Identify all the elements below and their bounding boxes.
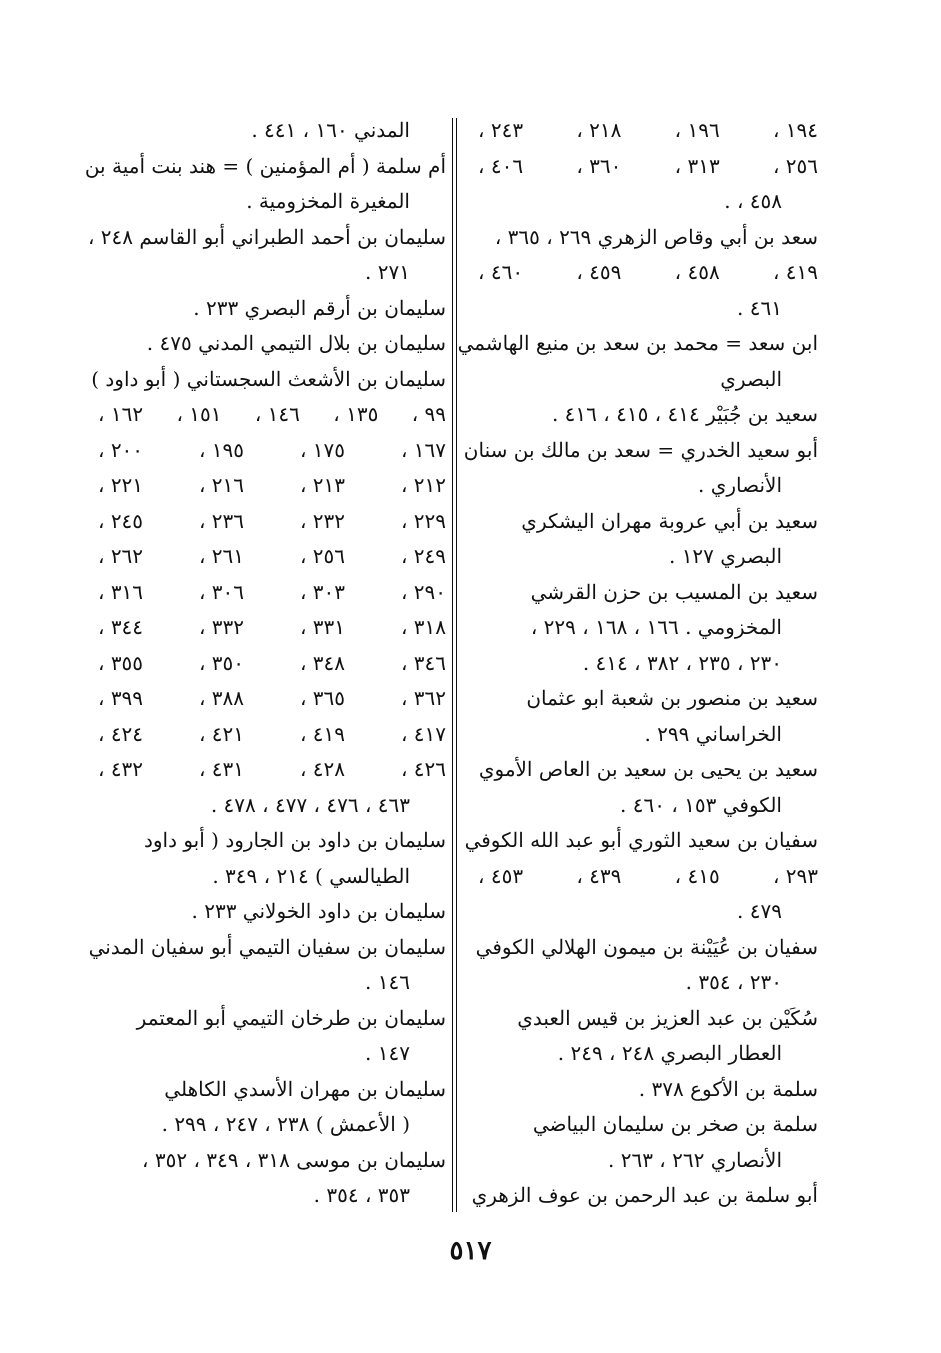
page-ref: ١٩٥ ،	[198, 437, 245, 462]
page-ref: ٣٥٠ ،	[198, 650, 245, 675]
page-ref: ٤٣٩ ،	[576, 863, 622, 888]
index-entry-line	[98, 397, 446, 433]
index-entry-line: ٢٧١ .	[365, 260, 410, 284]
page-ref: ٢١٦ ،	[198, 473, 245, 497]
index-entry-line	[478, 255, 818, 291]
index-entry-line: سعد بن أبي وقاص الزهري ٢٦٩ ، ٣٦٥ ،	[494, 224, 818, 249]
page-ref: ٤٣٢ ،	[98, 757, 144, 781]
index-entry-line: سليمان بن الأشعث السجستاني ( أبو داود )	[91, 366, 446, 391]
page-ref: ٢٩٠ ،	[400, 579, 446, 604]
index-entry-line	[98, 468, 446, 504]
index-entry-line: العطار البصري ٢٤٨ ، ٢٤٩ .	[557, 1041, 782, 1065]
index-entry-line: ٢٣٠ ، ٣٥٤ .	[685, 970, 782, 994]
page-ref: ٤٢٨ ،	[299, 757, 346, 781]
index-entry-line: الخراساني ٢٩٩ .	[644, 721, 782, 746]
index-entry-line: ١٤٧ .	[365, 1041, 410, 1065]
page-ref: ١٤٦ ،	[254, 402, 300, 426]
page-ref: ٢٩٣ ،	[772, 863, 818, 888]
page-ref: ١٦٢ ،	[98, 402, 144, 426]
index-entry-line: ٤٦٣ ، ٤٧٦ ، ٤٧٧ ، ٤٧٨ .	[210, 792, 410, 817]
page-ref: ١٩٤ ،	[772, 118, 818, 142]
index-entry-line: الأنصاري .	[698, 473, 782, 497]
index-entry-line	[98, 752, 446, 788]
page-ref: ٢١٨ ،	[576, 118, 622, 142]
index-entry-line: سليمان بن سفيان التيمي أبو سفيان المدني	[88, 934, 446, 959]
page-ref: ٢١٢ ،	[400, 473, 446, 497]
index-entry-line: سعيد بن أبي عروبة مهران اليشكري	[521, 508, 818, 533]
page-ref: ٤٠٦ ،	[478, 153, 524, 178]
page-ref: ٣٣١ ،	[299, 615, 346, 639]
index-entry-line	[98, 681, 446, 717]
page-ref: ٢٠٠ ،	[98, 437, 144, 462]
page-ref: ٢٦٢ ،	[98, 544, 144, 568]
page-ref: ٢٢١ ،	[98, 473, 144, 497]
index-entry-line	[478, 113, 818, 149]
page-ref: ٤١٧ ،	[400, 721, 446, 746]
index-entry-line: ٤٧٩ .	[737, 899, 782, 923]
page-ref: ٣١٨ ،	[400, 615, 446, 639]
index-entry-line: ٣٥٣ ، ٣٥٤ .	[313, 1183, 410, 1207]
page-ref: ٣٨٨ ،	[198, 686, 245, 710]
index-entry-line	[98, 433, 446, 469]
index-entry-line: الكوفي ١٥٣ ، ٤٦٠ .	[620, 792, 782, 817]
index-entry-line: الأنصاري ٢٦٢ ، ٢٦٣ .	[608, 1147, 782, 1172]
index-entry-line: سفيان بن سعيد الثوري أبو عبد الله الكوفي	[464, 828, 818, 852]
index-column-right	[457, 113, 818, 1214]
page-ref: ٤١٩ ،	[772, 260, 818, 284]
page-ref: ٣٠٣ ،	[299, 579, 346, 604]
index-entry-line: الطيالسي ) ٢١٤ ، ٣٤٩ .	[212, 863, 410, 888]
index-entry-line	[98, 504, 446, 540]
page-number: ٥١٧	[449, 1236, 492, 1266]
index-entry-line: سليمان بن أحمد الطبراني أبو القاسم ٢٤٨ ،	[87, 224, 446, 249]
page-ref: ٣٦٢ ،	[400, 686, 446, 710]
page-ref: ١٥١ ،	[176, 402, 222, 426]
page-ref: ٤١٥ ،	[674, 863, 720, 888]
index-entry-line	[98, 539, 446, 575]
index-entry-line: سليمان بن داود الخولاني ٢٣٣ .	[191, 899, 446, 923]
page-ref: ٢٤٥ ،	[98, 508, 144, 533]
index-entry-line: أبو سلمة بن عبد الرحمن بن عوف الزهري	[471, 1183, 818, 1207]
index-column-left	[84, 113, 446, 1214]
page-ref: ٣١٦ ،	[98, 579, 144, 604]
page-ref: ١٣٥ ،	[333, 402, 379, 426]
index-entry-line: سلمة بن الأكوع ٣٧٨ .	[638, 1076, 818, 1101]
page-ref: ٤٣١ ،	[198, 757, 245, 781]
index-entry-line: ابن سعد = محمد بن سعد بن منيع الهاشمي	[457, 331, 818, 355]
page-ref: ٣٥٥ ،	[98, 650, 144, 675]
page-ref: ٣٩٩ ،	[98, 686, 144, 710]
index-entry-line: ( الأعمش ) ٢٣٨ ، ٢٤٧ ، ٢٩٩ .	[161, 1112, 410, 1136]
page-ref: ٤٥٩ ،	[576, 260, 622, 284]
index-entry-line: سعيد بن جُبَيْر ٤١٤ ، ٤١٥ ، ٤١٦ .	[551, 402, 818, 426]
page-ref: ٢٦١ ،	[198, 544, 245, 568]
page-ref: ٢٤٩ ،	[400, 544, 446, 568]
page-ref: ٤٦٠ ،	[478, 260, 524, 284]
index-entry-line: ٢٣٠ ، ٢٣٥ ، ٣٨٢ ، ٤١٤ .	[582, 650, 782, 675]
index-entry-line: سليمان بن داود بن الجارود ( أبو داود	[143, 828, 446, 852]
index-entry-line	[98, 646, 446, 682]
index-entry-line: البصري	[720, 366, 782, 391]
page-ref: ٢٣٦ ،	[198, 508, 245, 533]
index-entry-line: ٤٦١ .	[737, 295, 782, 320]
page-ref: ١٩٦ ،	[674, 118, 720, 142]
index-entry-line: أبو سعيد الخدري = سعد بن مالك بن سنان	[463, 437, 818, 462]
index-entry-line: سعيد بن منصور بن شعبة ابو عثمان	[526, 686, 818, 710]
page-ref: ٣١٣ ،	[674, 153, 720, 178]
page-ref: ٤٢١ ،	[198, 721, 245, 746]
index-entry-line: سليمان بن طرخان التيمي أبو المعتمر	[136, 1005, 446, 1030]
page-ref: ٢٥٦ ،	[299, 544, 346, 568]
page-ref: ٣٠٦ ،	[198, 579, 245, 604]
index-entry-line: سليمان بن موسى ٣١٨ ، ٣٤٩ ، ٣٥٢ ،	[142, 1147, 446, 1172]
index-entry-line: البصري ١٢٧ .	[668, 544, 782, 568]
page-ref: ٣٦٠ ،	[576, 153, 622, 178]
index-entry-line: سليمان بن أرقم البصري ٢٣٣ .	[193, 295, 446, 320]
page-ref: ٢٤٣ ،	[478, 118, 524, 142]
page-ref: ٢١٣ ،	[299, 473, 346, 497]
page-ref: ٤٥٨ ،	[674, 260, 720, 284]
page-ref: ٤٥٣ ،	[478, 863, 524, 888]
index-entry-line: المدني ١٦٠ ، ٤٤١ .	[251, 118, 410, 142]
index-entry-line: المخزومي . ١٦٦ ، ١٦٨ ، ٢٢٩ ،	[530, 615, 782, 639]
page-ref: ٤٢٦ ،	[400, 757, 446, 781]
page-ref: ٣٤٤ ،	[98, 615, 144, 639]
index-entry-line: سعيد بن المسيب بن حزن القرشي	[530, 579, 818, 604]
index-entry-line: سفيان بن عُيَيْنة بن ميمون الهلالي الكوفي	[475, 934, 818, 959]
index-entry-line: أم سلمة ( أم المؤمنين ) = هند بنت أمية بن	[84, 153, 446, 178]
index-entry-line: سعيد بن يحيى بن سعيد بن العاص الأموي	[478, 757, 818, 781]
index-entry-line	[478, 859, 818, 895]
page-ref: ٢٢٩ ،	[400, 508, 446, 533]
index-entry-line	[478, 149, 818, 185]
index-entry-line	[98, 575, 446, 611]
page-ref: ٣٤٦ ،	[400, 650, 446, 675]
index-entry-line: سُكَيْن بن عبد العزيز بن قيس العبدي	[517, 1005, 818, 1030]
column-divider	[452, 118, 457, 1212]
page-ref: ٢٥٦ ،	[772, 153, 818, 178]
index-entry-line: سليمان بن بلال التيمي المدني ٤٧٥ .	[146, 331, 446, 355]
page-ref: ٢٣٢ ،	[299, 508, 346, 533]
index-entry-line: ٤٥٨ ، .	[724, 189, 782, 213]
page-ref: ٩٩ ،	[411, 402, 446, 426]
index-entry-line	[98, 610, 446, 646]
page-ref: ٤١٩ ،	[299, 721, 346, 746]
page-ref: ١٧٥ ،	[299, 437, 346, 462]
index-entry-line: سلمة بن صخر بن سليمان البياضي	[532, 1112, 818, 1136]
index-entry-line: سليمان بن مهران الأسدي الكاهلي	[164, 1076, 446, 1101]
page-ref: ٣٣٢ ،	[198, 615, 245, 639]
page-ref: ٤٢٤ ،	[98, 721, 144, 746]
index-entry-line: المغيرة المخزومية .	[246, 189, 410, 213]
index-entry-line	[98, 717, 446, 753]
page-ref: ٣٦٥ ،	[299, 686, 346, 710]
page-ref: ١٦٧ ،	[400, 437, 446, 462]
index-entry-line: ١٤٦ .	[365, 970, 410, 994]
page-ref: ٣٤٨ ،	[299, 650, 346, 675]
